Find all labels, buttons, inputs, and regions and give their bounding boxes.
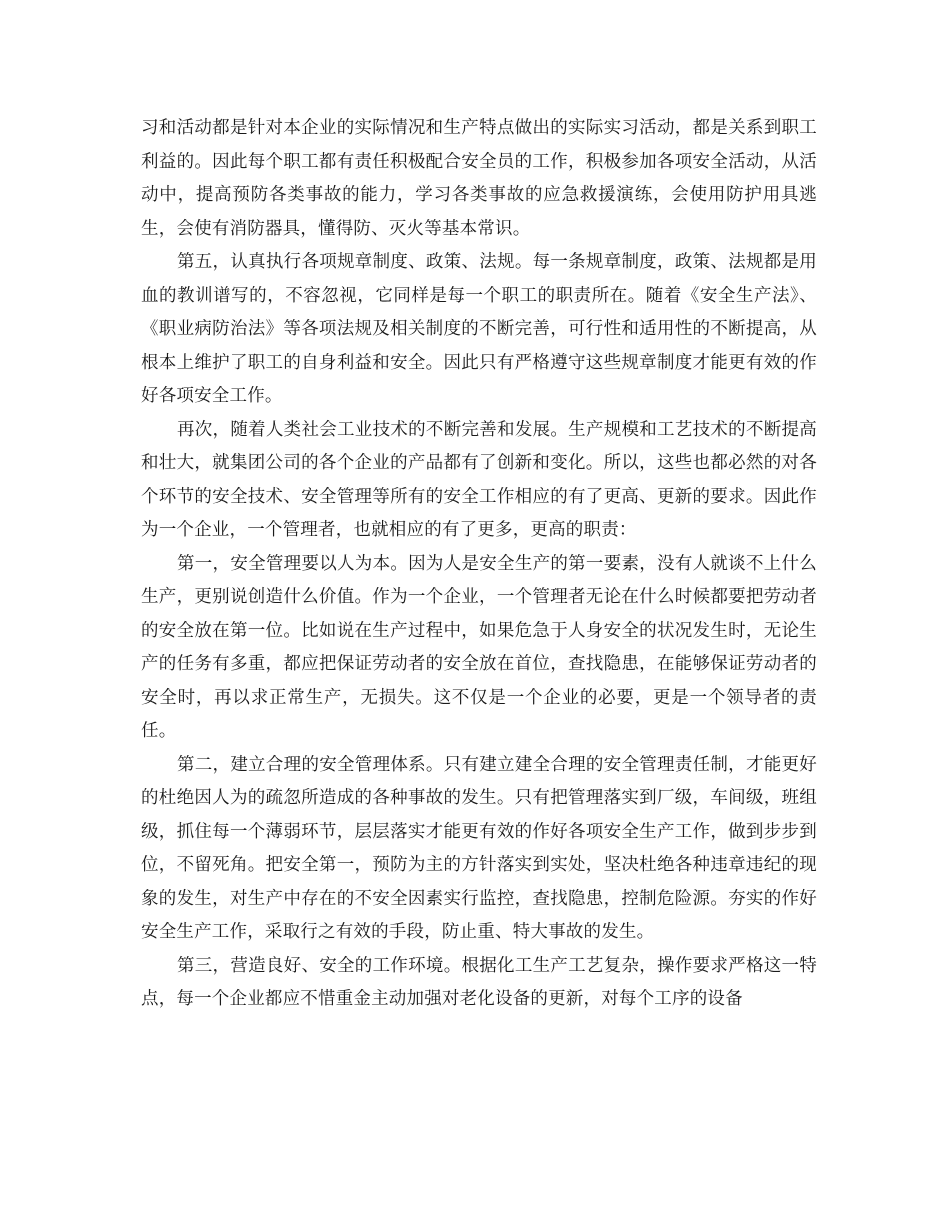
paragraph-continuation: 习和活动都是针对本企业的实际情况和生产特点做出的实际实习活动，都是关系到职工利益的。因此每个职工都有责任积极配合安全员的工作，积极参加各项安全活动，从活动中，提高预防各类事故的能力，学习各类事故的应急救援演练，会使用防护用具逃生，会使有消防器具，懂得防、灭火等基本常识。 xyxy=(141,118,817,239)
paragraph-third-point: 第三，营造良好、安全的工作环境。根据化工生产工艺复杂，操作要求严格这一特点，每一个企业都应不惜重金主动加强对老化设备的更新，对每个工序的设备 xyxy=(141,955,817,1009)
document-body xyxy=(141,112,817,1017)
paragraph-fifth-point: 第五，认真执行各项规章制度、政策、法规。每一条规章制度，政策、法规都是用血的教训谱写的，不容忽视，它同样是每一个职工的职责所在。随着《安全生产法》、《职业病防治法》等各项法规及相关制度的不断完善，可行性和适用性的不断提高，从根本上维护了职工的自身利益和安全。因此只有严格遵守这些规章制度才能更有效的作好各项安全工作。 xyxy=(141,252,817,406)
paragraph-first-point: 第一，安全管理要以人为本。因为人是安全生产的第一要素，没有人就谈不上什么生产，更别说创造什么价值。作为一个企业，一个管理者无论在什么时候都要把劳动者的安全放在第一位。比如说在生产过程中，如果危急于人身安全的状况发生时，无论生产的任务有多重，都应把保证劳动者的安全放在首位，查找隐患，在能够保证劳动者的安全时，再以求正常生产，无损失。这不仅是一个企业的必要，更是一个领导者的责任。 xyxy=(141,553,817,741)
paragraph-again: 再次，随着人类社会工业技术的不断完善和发展。生产规模和工艺技术的不断提高和壮大，就集团公司的各个企业的产品都有了创新和变化。所以，这些也都必然的对各个环节的安全技术、安全管理等所有的安全工作相应的有了更高、更新的要求。因此作为一个企业，一个管理者，也就相应的有了更多，更高的职责： xyxy=(141,419,817,540)
paragraph-second-point: 第二，建立合理的安全管理体系。只有建立建全合理的安全管理责任制，才能更好的杜绝因人为的疏忽所造成的各种事故的发生。只有把管理落实到厂级，车间级，班组级，抓住每一个薄弱环节，层层落实才能更有效的作好各项安全生产工作，做到步步到位，不留死角。把安全第一，预防为主的方针落实到实处，坚决杜绝各种违章违纪的现象的发生，对生产中存在的不安全因素实行监控，查找隐患，控制危险源。夯实的作好安全生产工作，采取行之有效的手段，防止重、特大事故的发生。 xyxy=(141,754,817,942)
